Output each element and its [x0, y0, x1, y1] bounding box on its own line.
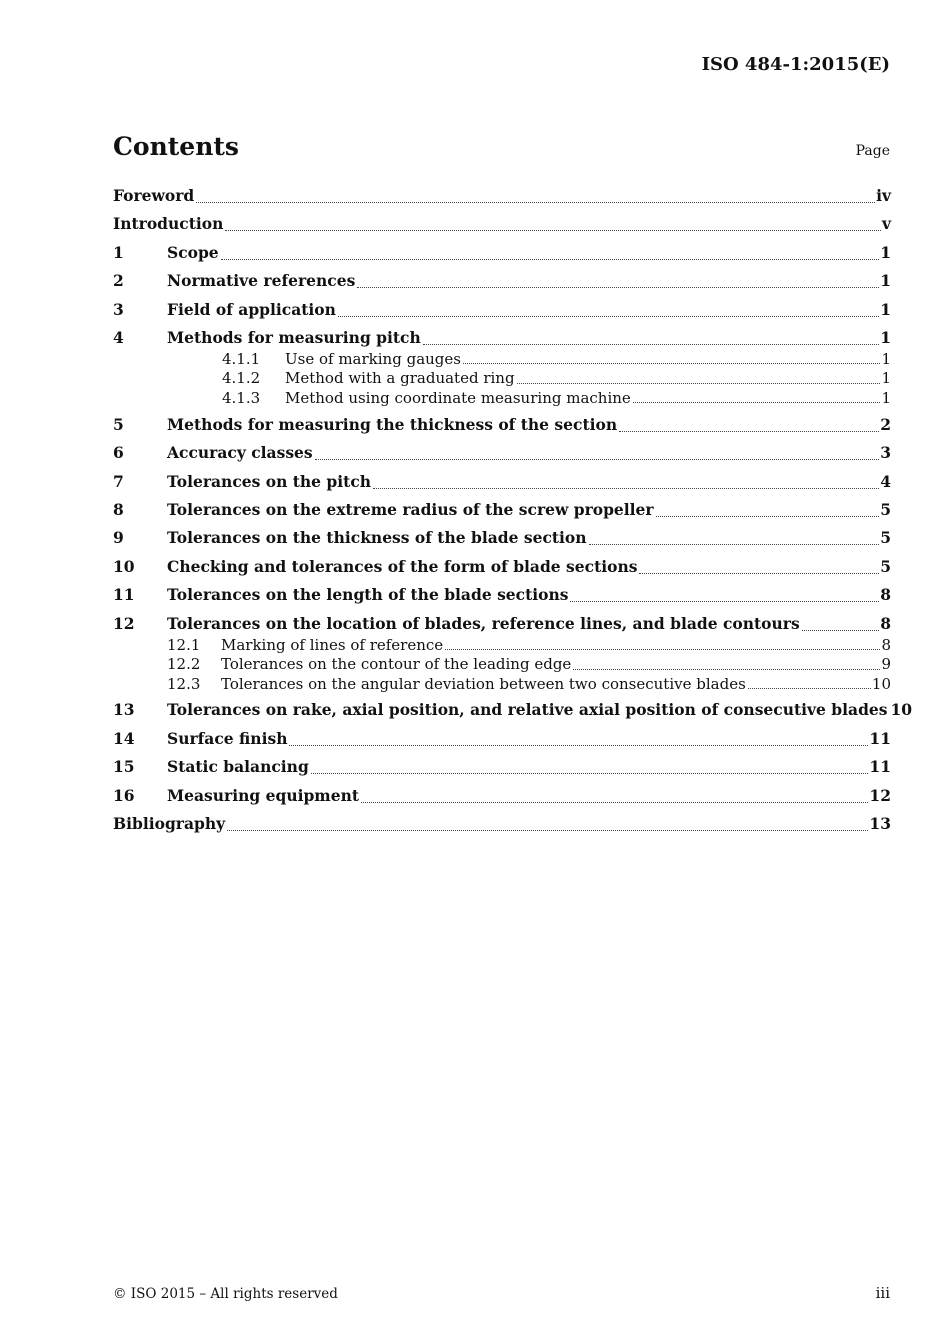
toc-entry-title: Field of application — [167, 299, 336, 319]
toc-entry-number: 7 — [113, 471, 124, 491]
toc-entry-page: 8 — [880, 613, 891, 633]
toc-dot-leader — [338, 316, 879, 317]
toc-entry-number: 4.1.2 — [222, 369, 261, 388]
toc-dot-leader — [311, 773, 869, 774]
toc-entry-number: 12 — [113, 613, 135, 633]
toc-entry[interactable] — [113, 389, 891, 409]
toc-entry-title: Tolerances on the pitch — [167, 471, 372, 491]
toc-entry-page: 2 — [880, 414, 891, 434]
toc-dot-leader — [633, 402, 881, 403]
toc-dot-leader — [357, 287, 879, 288]
toc-entry-page: 8 — [881, 635, 891, 654]
toc-entry-page: 12 — [869, 785, 891, 805]
toc-entry-title: Method with a graduated ring — [285, 369, 515, 388]
toc-dot-leader — [589, 544, 880, 545]
toc-entry-number: 12.2 — [167, 655, 201, 674]
toc-dot-leader — [748, 688, 871, 689]
toc-entry-title: Use of marking gauges — [285, 349, 461, 368]
toc-entry-page: 8 — [880, 585, 891, 605]
toc-entry-number: 16 — [113, 785, 135, 805]
toc-entry[interactable] — [113, 555, 891, 579]
toc-entry[interactable] — [113, 755, 891, 779]
toc-entry-title: Accuracy classes — [167, 443, 313, 463]
toc-entry-number: 15 — [113, 757, 135, 777]
toc-entry[interactable] — [113, 498, 891, 522]
toc-entry-title: Normative references — [167, 271, 356, 291]
toc-entry-number: 10 — [113, 556, 135, 576]
toc-entry-title: Methods for measuring the thickness of the section — [167, 414, 618, 434]
toc-dot-leader — [289, 745, 868, 746]
toc-entry[interactable] — [113, 369, 891, 389]
toc-entry[interactable] — [113, 636, 891, 656]
toc-dot-leader — [315, 459, 880, 460]
toc-entry-page: 13 — [869, 814, 891, 834]
toc-entry-number: 11 — [113, 585, 135, 605]
toc-entry-page: 1 — [881, 369, 891, 388]
toc-entry-title: Methods for measuring pitch — [167, 327, 421, 347]
toc-entry-page: 4 — [880, 471, 891, 491]
toc-entry-number: 3 — [113, 299, 124, 319]
toc-entry[interactable] — [113, 212, 891, 236]
toc-entry-page: v — [881, 214, 891, 234]
toc-dot-leader — [619, 431, 879, 432]
toc-dot-leader — [445, 649, 880, 650]
toc-entry-page: 5 — [880, 556, 891, 576]
toc-entry-page: 10 — [871, 674, 891, 693]
toc-dot-leader — [423, 344, 879, 345]
toc-entry[interactable] — [113, 470, 891, 494]
toc-dot-leader — [373, 488, 879, 489]
toc-entry-number: 14 — [113, 728, 135, 748]
toc-dot-leader — [802, 630, 880, 631]
toc-entry-title: Static balancing — [167, 757, 309, 777]
toc-entry[interactable] — [113, 441, 891, 465]
toc-entry-title: Tolerances on the extreme radius of the screw propeller — [167, 500, 654, 520]
toc-entry-page: 5 — [880, 528, 891, 548]
toc-entry-number: 12.1 — [167, 635, 201, 654]
toc-dot-leader — [517, 383, 881, 384]
toc-entry[interactable] — [113, 269, 891, 293]
toc-entry-title: Checking and tolerances of the form of blade sections — [167, 556, 638, 576]
toc-dot-leader — [196, 202, 875, 203]
toc-entry-number: 4 — [113, 327, 124, 347]
toc-entry[interactable] — [113, 583, 891, 607]
toc-entry-title: Method using coordinate measuring machine — [285, 388, 631, 407]
toc-entry-title: Tolerances on rake, axial position, and relative axial position of consecutive blades — [167, 700, 888, 720]
toc-dot-leader — [361, 802, 868, 803]
toc-entry-page: 10 — [890, 700, 913, 720]
toc-entry-number: 9 — [113, 528, 124, 548]
toc-entry[interactable] — [113, 675, 891, 695]
toc-entry-title: Scope — [167, 242, 219, 262]
toc-entry-number: 12.3 — [167, 674, 201, 693]
toc-entry[interactable] — [113, 184, 891, 208]
toc-entry-page: 3 — [880, 443, 891, 463]
page-header-standard-id: ISO 484-1:2015(E) — [701, 54, 890, 75]
toc-entry-number: 1 — [113, 242, 124, 262]
toc-entry-page: iv — [876, 186, 891, 205]
toc-entry[interactable] — [113, 326, 891, 350]
toc-entry-title: Tolerances on the contour of the leading edge — [221, 655, 572, 674]
toc-entry-page: 1 — [881, 388, 891, 407]
toc-entry-number: 6 — [113, 443, 124, 463]
toc-entry-number: 4.1.3 — [222, 388, 261, 407]
toc-entry-title: Measuring equipment — [167, 785, 360, 805]
contents-heading: Contents — [113, 132, 240, 161]
toc-entry-number: 5 — [113, 414, 124, 434]
toc-entry-title: Foreword — [113, 186, 195, 205]
toc-entry[interactable] — [113, 413, 891, 437]
toc-entry-title: Tolerances on the thickness of the blade section — [167, 528, 587, 548]
toc-entry[interactable] — [113, 784, 891, 808]
toc-entry-title: Tolerances on the location of blades, reference lines, and blade contours — [167, 613, 800, 633]
toc-entry-number: 13 — [113, 700, 135, 720]
toc-entry[interactable] — [113, 727, 891, 751]
toc-entry-number: 4.1.1 — [222, 349, 261, 368]
toc-entry[interactable] — [113, 612, 891, 636]
toc-entry-page: 1 — [880, 242, 891, 262]
toc-dot-leader — [656, 516, 880, 517]
toc-entry-title: Marking of lines of reference — [221, 635, 444, 654]
toc-entry-page: 1 — [880, 271, 891, 291]
toc-dot-leader — [227, 830, 868, 831]
toc-dot-leader — [639, 573, 879, 574]
toc-dot-leader — [573, 669, 880, 670]
toc-entry-page: 11 — [869, 757, 891, 777]
toc-entry[interactable] — [113, 298, 891, 322]
toc-dot-leader — [463, 363, 880, 364]
toc-dot-leader — [221, 259, 880, 260]
toc-entry-page: 11 — [869, 728, 891, 748]
toc-entry-title: Tolerances on the length of the blade sections — [167, 585, 569, 605]
footer-copyright: © ISO 2015 – All rights reserved — [113, 1286, 338, 1302]
toc-entry[interactable] — [113, 812, 891, 836]
toc-entry[interactable] — [113, 350, 891, 370]
toc-entry-page: 5 — [880, 500, 891, 520]
toc-entry-page: 1 — [880, 327, 891, 347]
toc-entry-number: 2 — [113, 271, 124, 291]
footer-page-number: iii — [875, 1284, 890, 1302]
toc-entry-number: 8 — [113, 500, 124, 520]
toc-entry-title: Tolerances on the angular deviation between two consecutive blades — [221, 674, 746, 693]
toc-entry-page: 1 — [881, 349, 891, 368]
toc-entry-title: Surface finish — [167, 728, 288, 748]
toc-entry[interactable] — [113, 698, 913, 722]
toc-entry[interactable] — [113, 655, 891, 675]
toc-entry-page: 9 — [881, 655, 891, 674]
toc-dot-leader — [225, 230, 881, 231]
toc-entry-title: Bibliography — [113, 814, 226, 834]
table-of-contents — [113, 184, 913, 836]
toc-entry-page: 1 — [880, 299, 891, 319]
page-column-label: Page — [855, 143, 890, 159]
toc-dot-leader — [570, 601, 879, 602]
toc-entry[interactable] — [113, 526, 891, 550]
toc-entry[interactable] — [113, 241, 891, 265]
toc-entry-title: Introduction — [113, 214, 224, 234]
